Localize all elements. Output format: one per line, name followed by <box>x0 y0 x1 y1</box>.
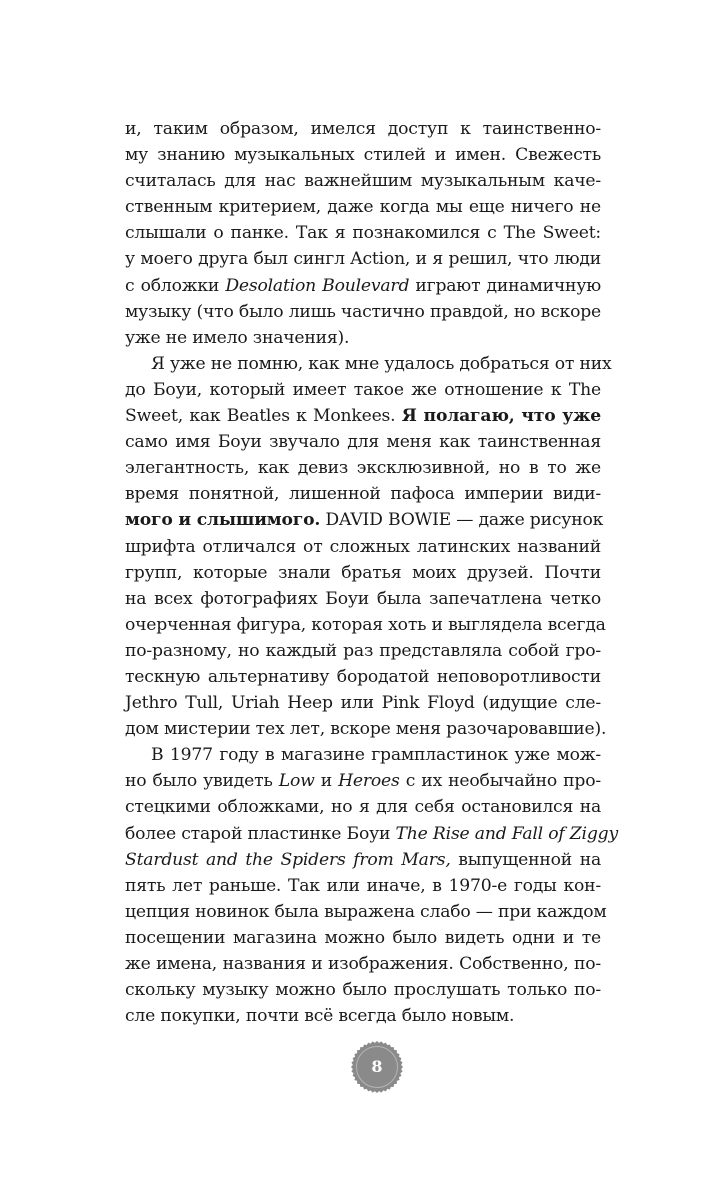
text-line: и, таким образом, имелся доступ к таинственно- <box>125 119 601 139</box>
text-line: считалась для нас важнейшим музыкальным каче- <box>125 171 601 192</box>
album-title-italic: Stardust and the Spiders from Mars, <box>125 849 451 870</box>
bold-text: мого и слышимого. <box>125 510 321 531</box>
bold-text: Я полагаю, что уже <box>401 406 601 427</box>
text-line: по-разному, но каждый раз представляла собой гро- <box>125 640 601 661</box>
text-line: сле покупки, почти всё всегда было новым. <box>125 1006 515 1027</box>
text-line: пять лет раньше. Так или иначе, в 1970-е годы кон- <box>125 875 601 896</box>
bold-text-line: элегантность, как девиз эксклюзивной, но в то же <box>125 458 601 479</box>
text-line: ственным критерием, даже когда мы еще ничего не <box>125 197 601 218</box>
text-line <box>125 768 601 794</box>
album-title-italic: Desolation Boulevard <box>225 275 410 296</box>
text-segment: Sweet, как Beatles к Monkees. <box>125 406 402 427</box>
text-line <box>125 821 618 847</box>
text-segment: DAVID BOWIE — даже рисунок <box>320 510 604 531</box>
album-title-italic: The Rise and Fall of Ziggy <box>395 823 618 844</box>
text-line: на всех фотографиях Боуи была запечатлена четко <box>125 588 601 609</box>
text-line: скольку музыку можно было прослушать только по- <box>125 980 601 1001</box>
text-segment: но было увидеть <box>125 771 279 792</box>
text-line: слышали о панке. Так я познакомился с The Sweet: <box>125 223 601 244</box>
text-line: посещении магазина можно было видеть одни и те <box>125 927 601 948</box>
text-line: до Боуи, который имеет такое же отношение к The <box>125 379 601 400</box>
album-title-italic: Low <box>278 771 315 792</box>
text-segment: более старой пластинке Боуи <box>125 823 396 844</box>
text-line: тескную альтернативу бородатой неповоротливости <box>125 666 601 687</box>
text-line: у моего друга был сингл Action, и я решил, что люди <box>125 249 601 270</box>
text-line: очерченная фигура, которая хоть и выглядела всегда <box>125 614 606 635</box>
text-line: шрифта отличался от сложных латинских названий <box>125 536 601 557</box>
text-line: стецкими обложками, но я для себя остановился на <box>125 797 601 818</box>
text-line <box>125 273 601 299</box>
page-number-badge <box>350 1040 404 1094</box>
page-number: 8 <box>371 1057 383 1076</box>
text-line: В 1977 году в магазине грампластинок уже мож- <box>151 745 601 766</box>
bold-text-line: само имя Боуи звучало для меня как таинственная <box>125 432 601 453</box>
body-text <box>125 116 618 1029</box>
text-line: же имена, названия и изображения. Собственно, по- <box>125 954 601 974</box>
text-line: музыку (что было лишь частично правдой, но вскоре <box>125 301 601 322</box>
text-line: му знанию музыкальных стилей и имен. Свежесть <box>125 145 601 166</box>
text-line: цепция новинок была выражена слабо — при каждом <box>125 901 607 922</box>
text-line: Я уже не помню, как мне удалось добраться от них <box>151 353 612 374</box>
album-title-italic: Heroes <box>338 771 400 792</box>
text-line <box>125 847 601 873</box>
text-line: дом мистерии тех лет, вскоре меня разочаровавшие). <box>125 719 607 740</box>
text-line: групп, которые знали братья моих друзей. Почти <box>125 562 601 583</box>
text-line: Jethro Tull, Uriah Heep или Pink Floyd (идущие сле- <box>125 693 601 714</box>
text-line <box>125 507 604 533</box>
text-line <box>125 403 601 429</box>
text-segment: и <box>314 771 339 792</box>
text-line: уже не имело значения). <box>125 327 350 348</box>
bold-text-line: время понятной, лишенной пафоса империи види- <box>125 484 601 505</box>
text-segment: выпущенной на <box>450 849 602 870</box>
text-segment: с их необычайно про- <box>399 771 601 792</box>
text-segment: играют динамичную <box>409 275 601 296</box>
text-segment: с обложки <box>125 275 226 296</box>
